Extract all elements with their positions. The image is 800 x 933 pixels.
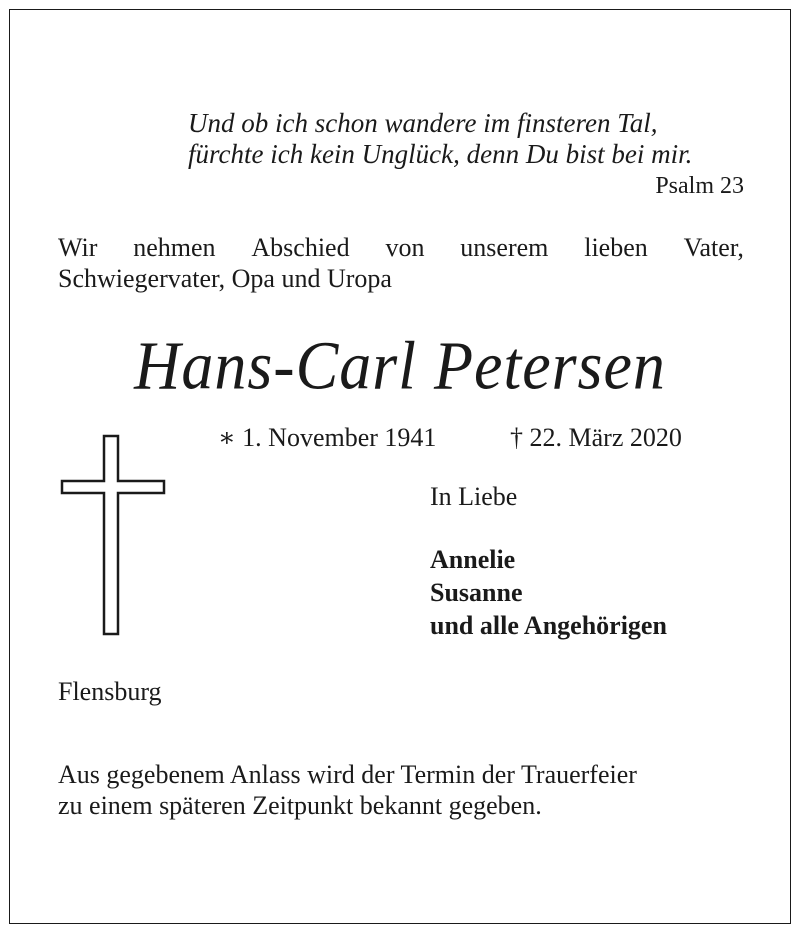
mourners-list [430, 543, 667, 642]
mourner-name: Annelie [430, 545, 516, 574]
verse-source: Psalm 23 [655, 173, 744, 199]
verse-line: fürchte ich kein Unglück, denn Du bist bei mir. [188, 139, 693, 169]
farewell-line [58, 232, 744, 263]
farewell-word: von [385, 233, 425, 262]
farewell-word: Vater, [683, 233, 744, 262]
verse-line: Und ob ich schon wandere im finsteren Tal, [188, 108, 658, 138]
notice-line: zu einem späteren Zeitpunkt bekannt gegeben. [58, 791, 542, 820]
farewell-text [58, 232, 744, 294]
farewell-word: unserem [460, 233, 549, 262]
place-name: Flensburg [58, 677, 162, 706]
notice-line: Aus gegebenem Anlass wird der Termin der Trauerfeier [58, 760, 637, 789]
mourner-name: Susanne [430, 578, 523, 607]
birth-date: ∗ 1. November 1941 [218, 423, 437, 452]
bible-verse [188, 108, 744, 202]
farewell-word: Wir [58, 233, 98, 262]
farewell-word: nehmen [133, 233, 216, 262]
in-love-label: In Liebe [430, 482, 518, 511]
funeral-notice [58, 759, 758, 821]
farewell-line: Schwiegervater, Opa und Uropa [58, 264, 392, 293]
cross-icon [60, 434, 166, 636]
farewell-word: Abschied [251, 233, 350, 262]
farewell-word: lieben [584, 233, 648, 262]
death-date: † 22. März 2020 [510, 423, 682, 452]
mourner-name: und alle Angehörigen [430, 611, 667, 640]
deceased-name: Hans-Carl Petersen [134, 327, 666, 404]
